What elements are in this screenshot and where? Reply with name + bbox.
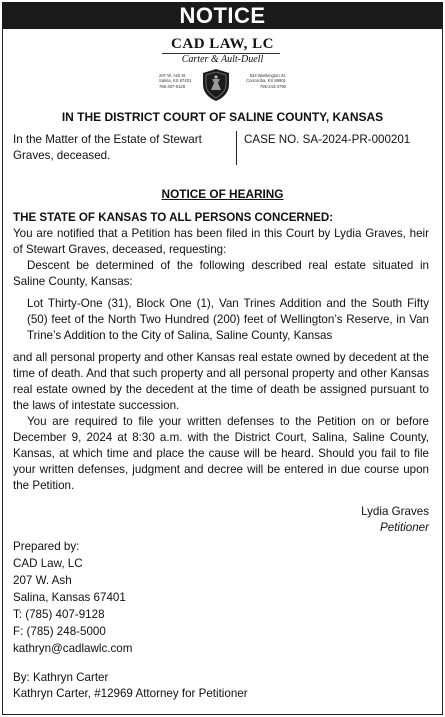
- case-number: CASE NO. SA-2024-PR-000201: [244, 133, 411, 146]
- office-right-line: 785-243-3790: [259, 83, 286, 89]
- office-left-line: 207 W. Ash St.: [159, 73, 187, 78]
- court-title: IN THE DISTRICT COURT OF SALINE COUNTY, KANSAS: [61, 110, 384, 124]
- byline-by: By: Kathryn Carter: [13, 671, 109, 684]
- prepared-email: kathryn@cadlawlc.com: [13, 642, 133, 655]
- office-address-left: [159, 73, 199, 89]
- petitioner-role: Petitioner: [380, 521, 429, 534]
- firm-logo: [0, 36, 445, 104]
- attorney-byline: [13, 670, 413, 702]
- firm-name: CAD LAW, LC: [171, 36, 274, 52]
- byline-attorney: Kathryn Carter, #12969 Attorney for Petitioner: [13, 687, 248, 700]
- case-caption-matter: In the Matter of the Estate of Stewart Graves, deceased.: [13, 133, 202, 162]
- petitioner-name: Lydia Graves: [361, 505, 429, 518]
- prepared-phone: T: (785) 407-9128: [13, 608, 105, 621]
- notice-body: [13, 210, 429, 494]
- shield-icon: [201, 68, 231, 102]
- body-paragraph: Descent be determined of the following described real estate situated in Saline County, Kansas:: [13, 259, 429, 288]
- office-right-line: Concordia, KS 66901: [246, 78, 286, 84]
- body-paragraph: and all personal property and other Kansas real estate owned by decedent at the time of death. And that such property and all personal property and other Kansas real estate owned by the decedent at the time of death be assigned pursuant to the laws of intestate succession.: [13, 351, 429, 412]
- office-left-line: 785-407-9128: [159, 83, 186, 89]
- firm-tagline: Carter & Ault-Duell: [181, 54, 264, 65]
- legal-description: Lot Thirty-One (31), Block One (1), Van Trines Addition and the South Fifty (50) feet of the North Two Hundred (200) feet of Wellington’s Reserve, in Van Trine’s Addition to the City of Salina, Saline County, Kansas: [27, 297, 429, 342]
- prepared-fax: F: (785) 248-5000: [13, 625, 106, 638]
- office-right-line: 633 Washington St.: [249, 73, 286, 78]
- prepared-label: Prepared by:: [13, 540, 80, 553]
- petitioner-signature: [361, 504, 429, 536]
- body-paragraph: You are notified that a Petition has been filed in this Court by Lydia Graves, heir of Stewart Graves, deceased, requesting:: [13, 227, 429, 256]
- office-left-line: Salina, KS 67401: [159, 78, 192, 84]
- office-address-right: [236, 73, 286, 89]
- prepared-city: Salina, Kansas 67401: [13, 591, 126, 604]
- prepared-street: 207 W. Ash: [13, 574, 72, 587]
- salutation: THE STATE OF KANSAS TO ALL PERSONS CONCERNED:: [13, 211, 334, 224]
- prepared-by-block: [13, 538, 313, 657]
- caption-divider: [236, 131, 237, 165]
- hearing-title: NOTICE OF HEARING: [161, 187, 284, 201]
- prepared-firm: CAD Law, LC: [13, 557, 83, 570]
- body-paragraph: You are required to file your written defenses to the Petition on or before December 9, 2024 at 8:30 a.m. with the District Court, Salina, Saline County, Kansas, at which time and place the cause will be heard. Should you fail to file your written defenses, judgment and decree will be entered in due course upon the Petition.: [13, 415, 429, 492]
- notice-banner: NOTICE: [2, 2, 443, 29]
